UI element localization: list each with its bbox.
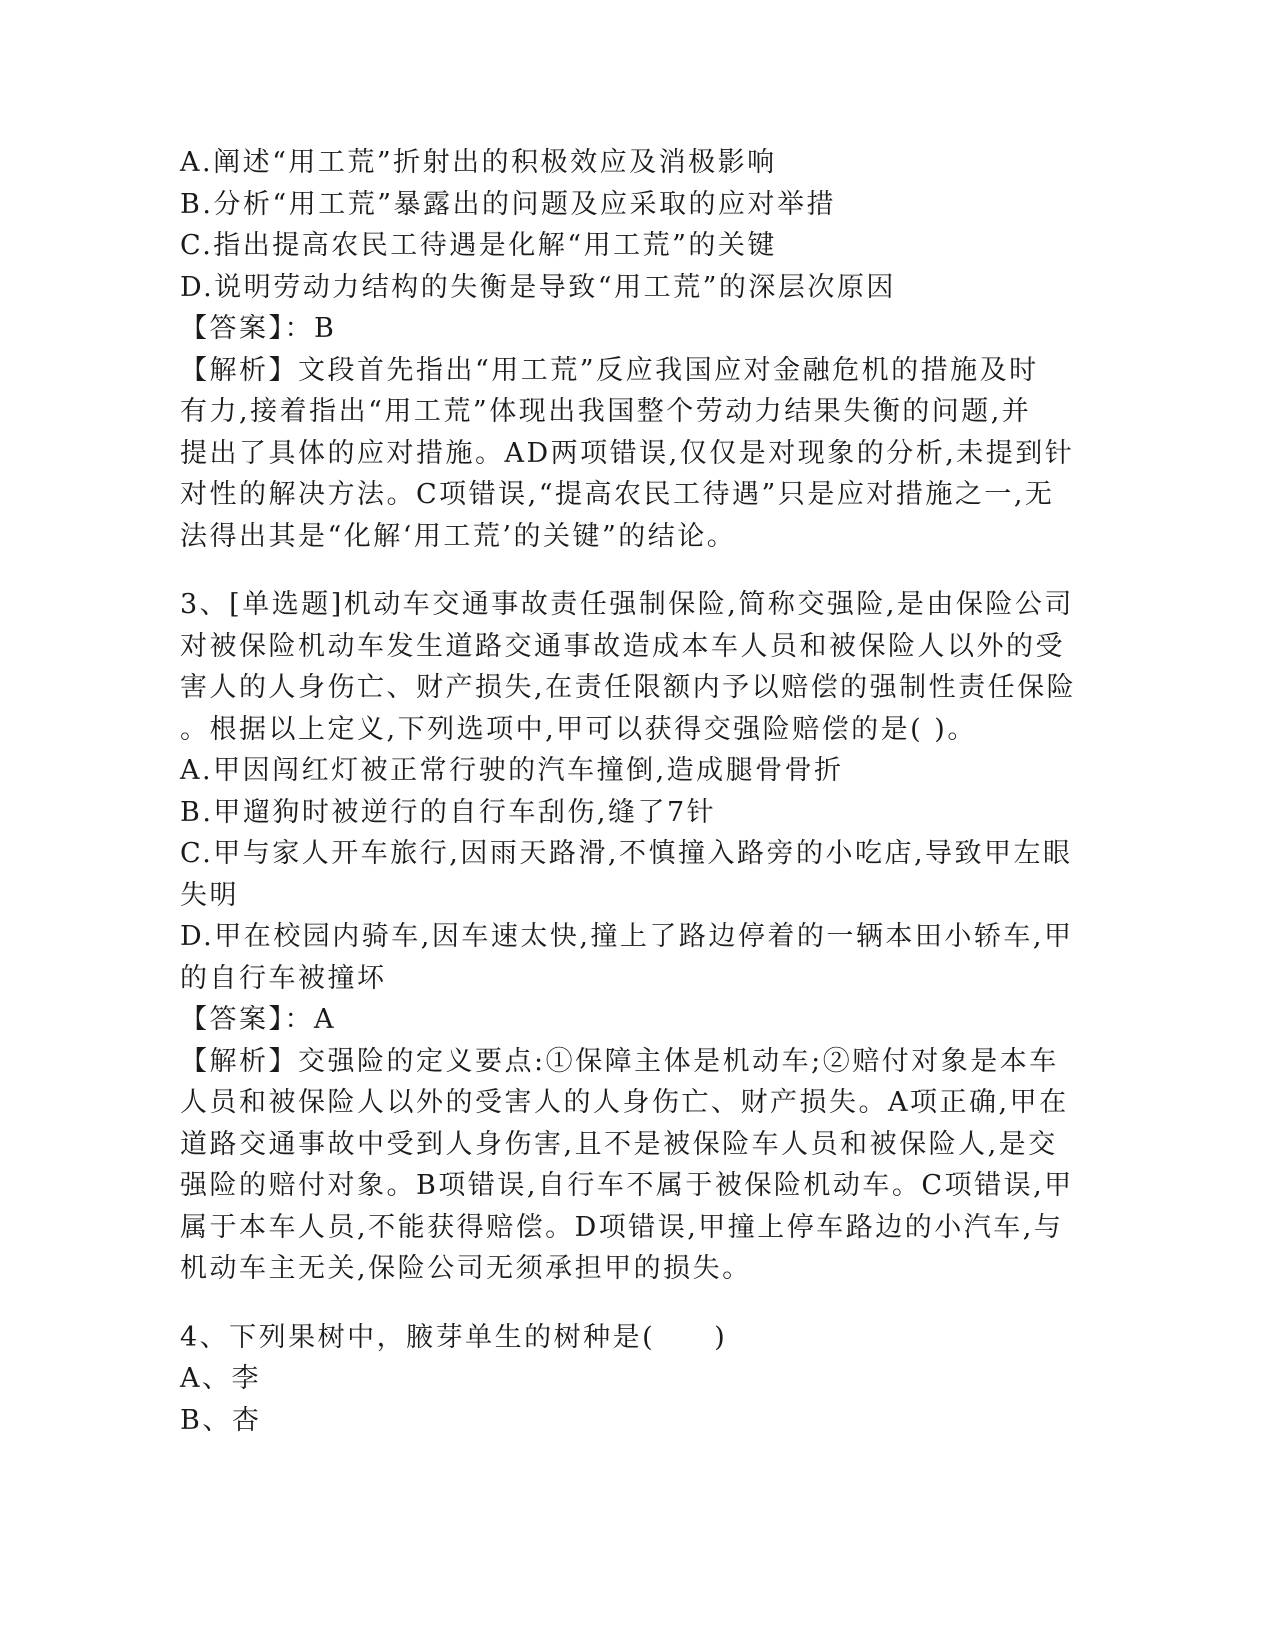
analysis-line: 对性的解决方法。C项错误,“提高农民工待遇”只是应对措施之一,无: [180, 479, 1055, 510]
analysis-line: 机动车主无关,保险公司无须承担甲的损失。: [180, 1253, 752, 1284]
option-a: A、李: [180, 1363, 261, 1394]
option-b: B、杏: [180, 1404, 262, 1436]
analysis-line: 【解析】交强险的定义要点:①保障主体是机动车;②赔付对象是本车: [180, 1045, 1059, 1077]
option-c-cont: 失明: [180, 879, 239, 911]
question-3: [180, 584, 1077, 1290]
question-stem-line: 。根据以上定义,下列选项中,甲可以获得交强险赔偿的是( )。: [180, 713, 977, 745]
option-b: B.分析“用工荒”暴露出的问题及应采取的应对举措: [180, 188, 837, 220]
paragraph-gap: [180, 557, 1060, 584]
analysis-line: 属于本车人员,不能获得赔偿。D项错误,甲撞上停车路边的小汽车,与: [180, 1211, 1064, 1243]
answer-line: 【答案】：A: [180, 1004, 336, 1035]
option-a: A.阐述“用工荒”折射出的积极效应及消极影响: [180, 147, 777, 178]
document-page: [180, 142, 1077, 1441]
analysis-line: 提出了具体的应对措施。AD两项错误,仅仅是对现象的分析,未提到针: [180, 437, 1075, 469]
question-stem-line: 害人的人身伤亡、财产损失,在责任限额内予以赔偿的强制性责任保险: [180, 672, 1077, 703]
option-a: A.甲因闯红灯被正常行驶的汽车撞倒,造成腿骨骨折: [180, 755, 844, 786]
question-stem-line: 3、[单选题]机动车交通事故责任强制保险,简称交强险,是由保险公司: [180, 589, 1074, 620]
analysis-line: 人员和被保险人以外的受害人的人身伤亡、财产损失。A项正确,甲在: [180, 1087, 1069, 1118]
analysis-line: 法得出其是“化解‘用工荒’的关键”的结论。: [180, 520, 737, 552]
analysis-line: 有力,接着指出“用工荒”体现出我国整个劳动力结果失衡的问题,并: [180, 396, 1032, 427]
question-2-tail: [180, 142, 1075, 557]
option-b: B.甲遛狗时被逆行的自行车刮伤,缝了7针: [180, 796, 717, 828]
question-4: [180, 1317, 1060, 1442]
option-d: D.说明劳动力结构的失衡是导致“用工荒”的深层次原因: [180, 271, 896, 303]
option-c: C.指出提高农民工待遇是化解“用工荒”的关键: [180, 230, 777, 261]
analysis-line: 强险的赔付对象。B项错误,自行车不属于被保险机动车。C项错误,甲: [180, 1170, 1074, 1201]
analysis-line: 【解析】文段首先指出“用工荒”反应我国应对金融危机的措施及时: [180, 354, 1039, 386]
option-d-cont: 的自行车被撞坏: [180, 962, 387, 994]
question-stem-line: 对被保险机动车发生道路交通事故造成本车人员和被保险人以外的受: [180, 630, 1065, 662]
analysis-line: 道路交通事故中受到人身伤害,且不是被保险车人员和被保险人,是交: [180, 1128, 1058, 1160]
option-d: D.甲在校园内骑车,因车速太快,撞上了路边停着的一辆本田小轿车,甲: [180, 921, 1074, 952]
option-c: C.甲与家人开车旅行,因雨天路滑,不慎撞入路旁的小吃店,导致甲左眼: [180, 838, 1073, 869]
answer-line: 【答案】：B: [180, 313, 337, 344]
question-stem-line: 4、下列果树中，腋芽单生的树种是( ): [180, 1321, 728, 1353]
paragraph-gap: [180, 1290, 1060, 1317]
